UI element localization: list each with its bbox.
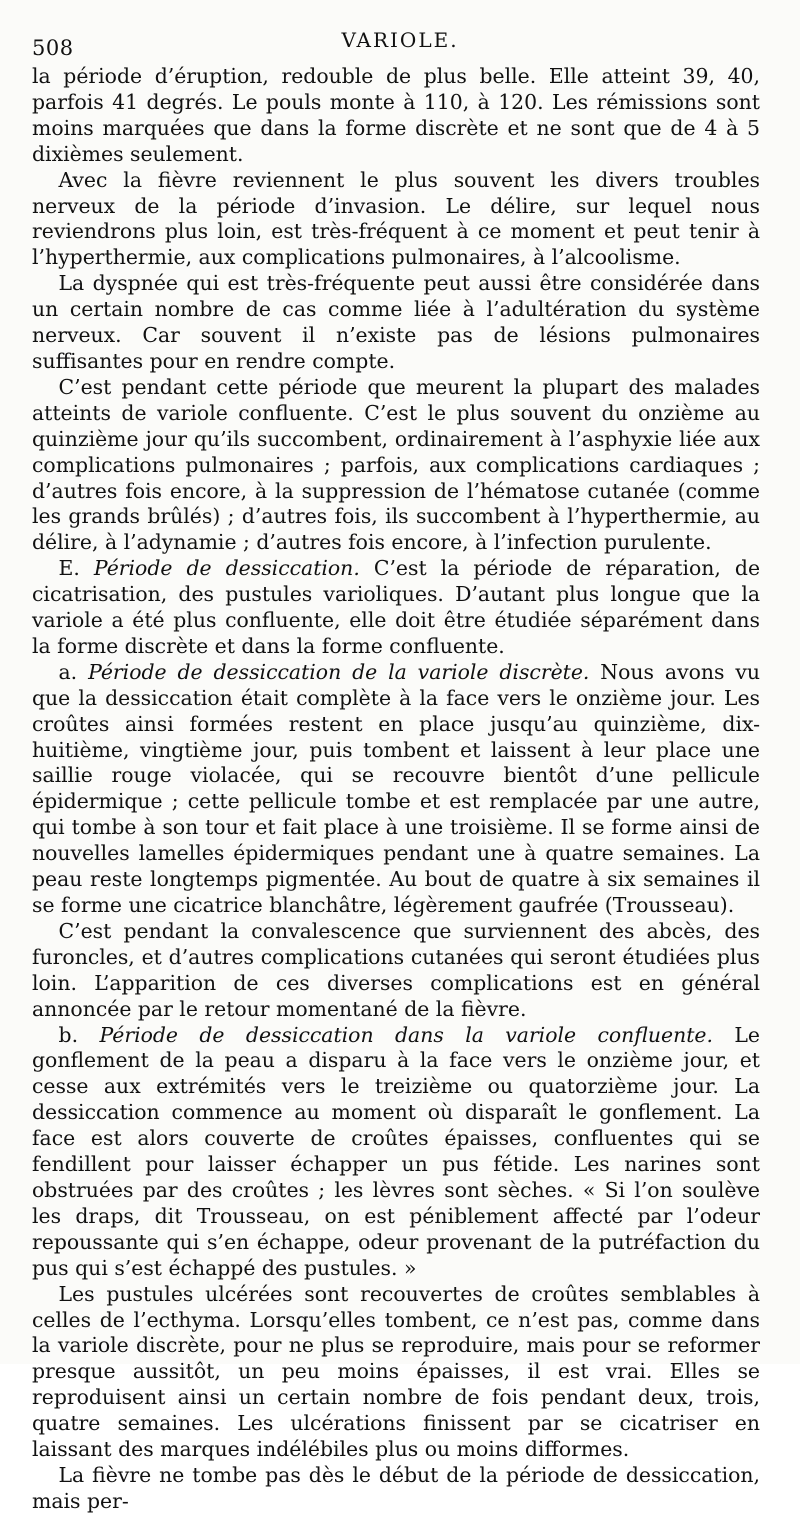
paragraph-text: Nous avons vu que la dessiccation était complète à la face vers le onzième jour. Les croûtes ainsi formées restent en place jusqu’au quinzième, dix-huitième, vingtième jour, puis tombent et laissent à leur place une saillie rouge violacée, qui se recouvre bientôt d’une pellicule épidermique ; cette pellicule tombe et est remplacée par une autre, qui tombe à son tour et fait place à une troisième. Il se forme ainsi de nouvelles lamelles épidermiques pendant une à quatre semaines. La peau reste longtemps pigmentée. Au bout de quatre à six semaines il se forme une cicatrice blanchâtre, légèrement gaufrée (Trousseau). bbox=[32, 659, 761, 917]
page-header bbox=[32, 28, 768, 62]
section-heading: Période de dessiccation de la variole discrète. bbox=[88, 659, 590, 684]
section-lead: a. bbox=[58, 659, 89, 684]
paragraph-fever-continues bbox=[32, 1463, 760, 1515]
paragraph-text: Les pustules ulcérées sont recouvertes de croûtes semblables à celles de l’ecthyma. Lorsqu’elles tombent, ce n’est pas, comme dans la variole discrète, pour ne plus se reproduire, mais pour se reformer presque aussitôt, un peu moins épaisses, il est vrai. Elles se reproduisent ainsi un certain nombre de fois pendant deux, trois, quatre semaines. Les ulcérations finissent par se cicatriser en laissant des marques indélébiles plus ou moins difformes. bbox=[32, 1281, 760, 1462]
section-b-confluent-variola bbox=[32, 1023, 760, 1282]
paragraph-text: La dyspnée qui est très-fréquente peut aussi être considérée dans un certain nombre de cas comme liée à l’adultération du système nerveux. Car souvent il n’existe pas de lésions pulmonaires suffisantes pour en rendre compte. bbox=[32, 271, 760, 373]
paragraph-text: la période d’éruption, redouble de plus belle. Elle atteint 39, 40, parfois 41 degrés. Le pouls monte à 110, à 120. Les rémissions sont moins marquées que dans la forme discrète et ne sont que de 4 à 5 dixièmes seulement. bbox=[32, 64, 760, 166]
section-a-discrete-variola bbox=[32, 660, 760, 919]
paragraph-text: C’est la période de réparation, de cicatrisation, des pustules varioliques. D’autant plus longue que la variole a été plus confluente, elle doit être étudiée séparément dans la forme discrète et dans la forme confluente. bbox=[32, 556, 761, 658]
section-lead: b. bbox=[58, 1022, 100, 1047]
paragraph-text: C’est pendant cette période que meurent la plupart des malades atteints de variole confluente. C’est le plus souvent du onzième au quinzième jour qu’ils succombent, ordinairement à l’asphyxie liée aux complications pulmonaires ; parfois, aux complications cardiaques ; d’autres fois encore, à la suppression de l’hématose cutanée (comme les grands brûlés) ; d’autres fois, ils succombent à l’hyperthermie, au délire, à l’adynamie ; d’autres fois encore, à l’infection purulente. bbox=[32, 374, 760, 555]
section-e-desiccation bbox=[32, 556, 760, 660]
paragraph-text: C’est pendant la convalescence que surviennent des abcès, des furoncles, et d’autres complications cutanées qui seront étudiées plus loin. L’apparition de ces diverses complications est en général annoncée par le retour momentané de la fièvre. bbox=[32, 918, 760, 1021]
section-lead: E. bbox=[58, 556, 94, 581]
page-number: 508 bbox=[32, 36, 74, 60]
paragraph-text: Avec la fièvre reviennent le plus souvent les divers troubles nerveux de la période d’invasion. Le délire, sur lequel nous reviendrons plus loin, est très-fréquent à ce moment et peut tenir à l’hyperthermie, aux complications pulmonaires, à l’alcoolisme. bbox=[32, 167, 760, 270]
paragraph-text: La fièvre ne tombe pas dès le début de la période de dessiccation, mais per- bbox=[32, 1462, 760, 1513]
paragraph-text: Le gonflement de la peau a disparu à la face vers le onzième jour, et cesse aux extrémités vers le treizième ou quatorzième jour. La dessiccation commence au moment où disparaît le gonflement. La face est alors couverte de croûtes épaisses, confluentes qui se fendillent pour laisser échapper un pus fétide. Les narines sont obstruées par des croûtes ; les lèvres sont sèches. « Si l’on soulève les draps, dit Trousseau, on est péniblement affecté par l’odeur repoussante qui s’en échappe, odeur provenant de la putréfaction du pus qui s’est échappé des pustules. » bbox=[32, 1022, 760, 1280]
paragraph-eruption-continuation bbox=[32, 64, 760, 168]
body-text bbox=[32, 64, 760, 1515]
running-title: VARIOLE. bbox=[341, 28, 459, 52]
section-heading: Période de dessiccation dans la variole confluente. bbox=[99, 1022, 713, 1047]
section-heading: Période de dessiccation. bbox=[93, 556, 360, 581]
paragraph-dyspnea bbox=[32, 271, 760, 375]
paragraph-mortality bbox=[32, 375, 760, 556]
paragraph-convalescence bbox=[32, 919, 760, 1023]
paragraph-nervous-troubles bbox=[32, 168, 760, 272]
paragraph-ulcerated-pustules bbox=[32, 1282, 760, 1463]
